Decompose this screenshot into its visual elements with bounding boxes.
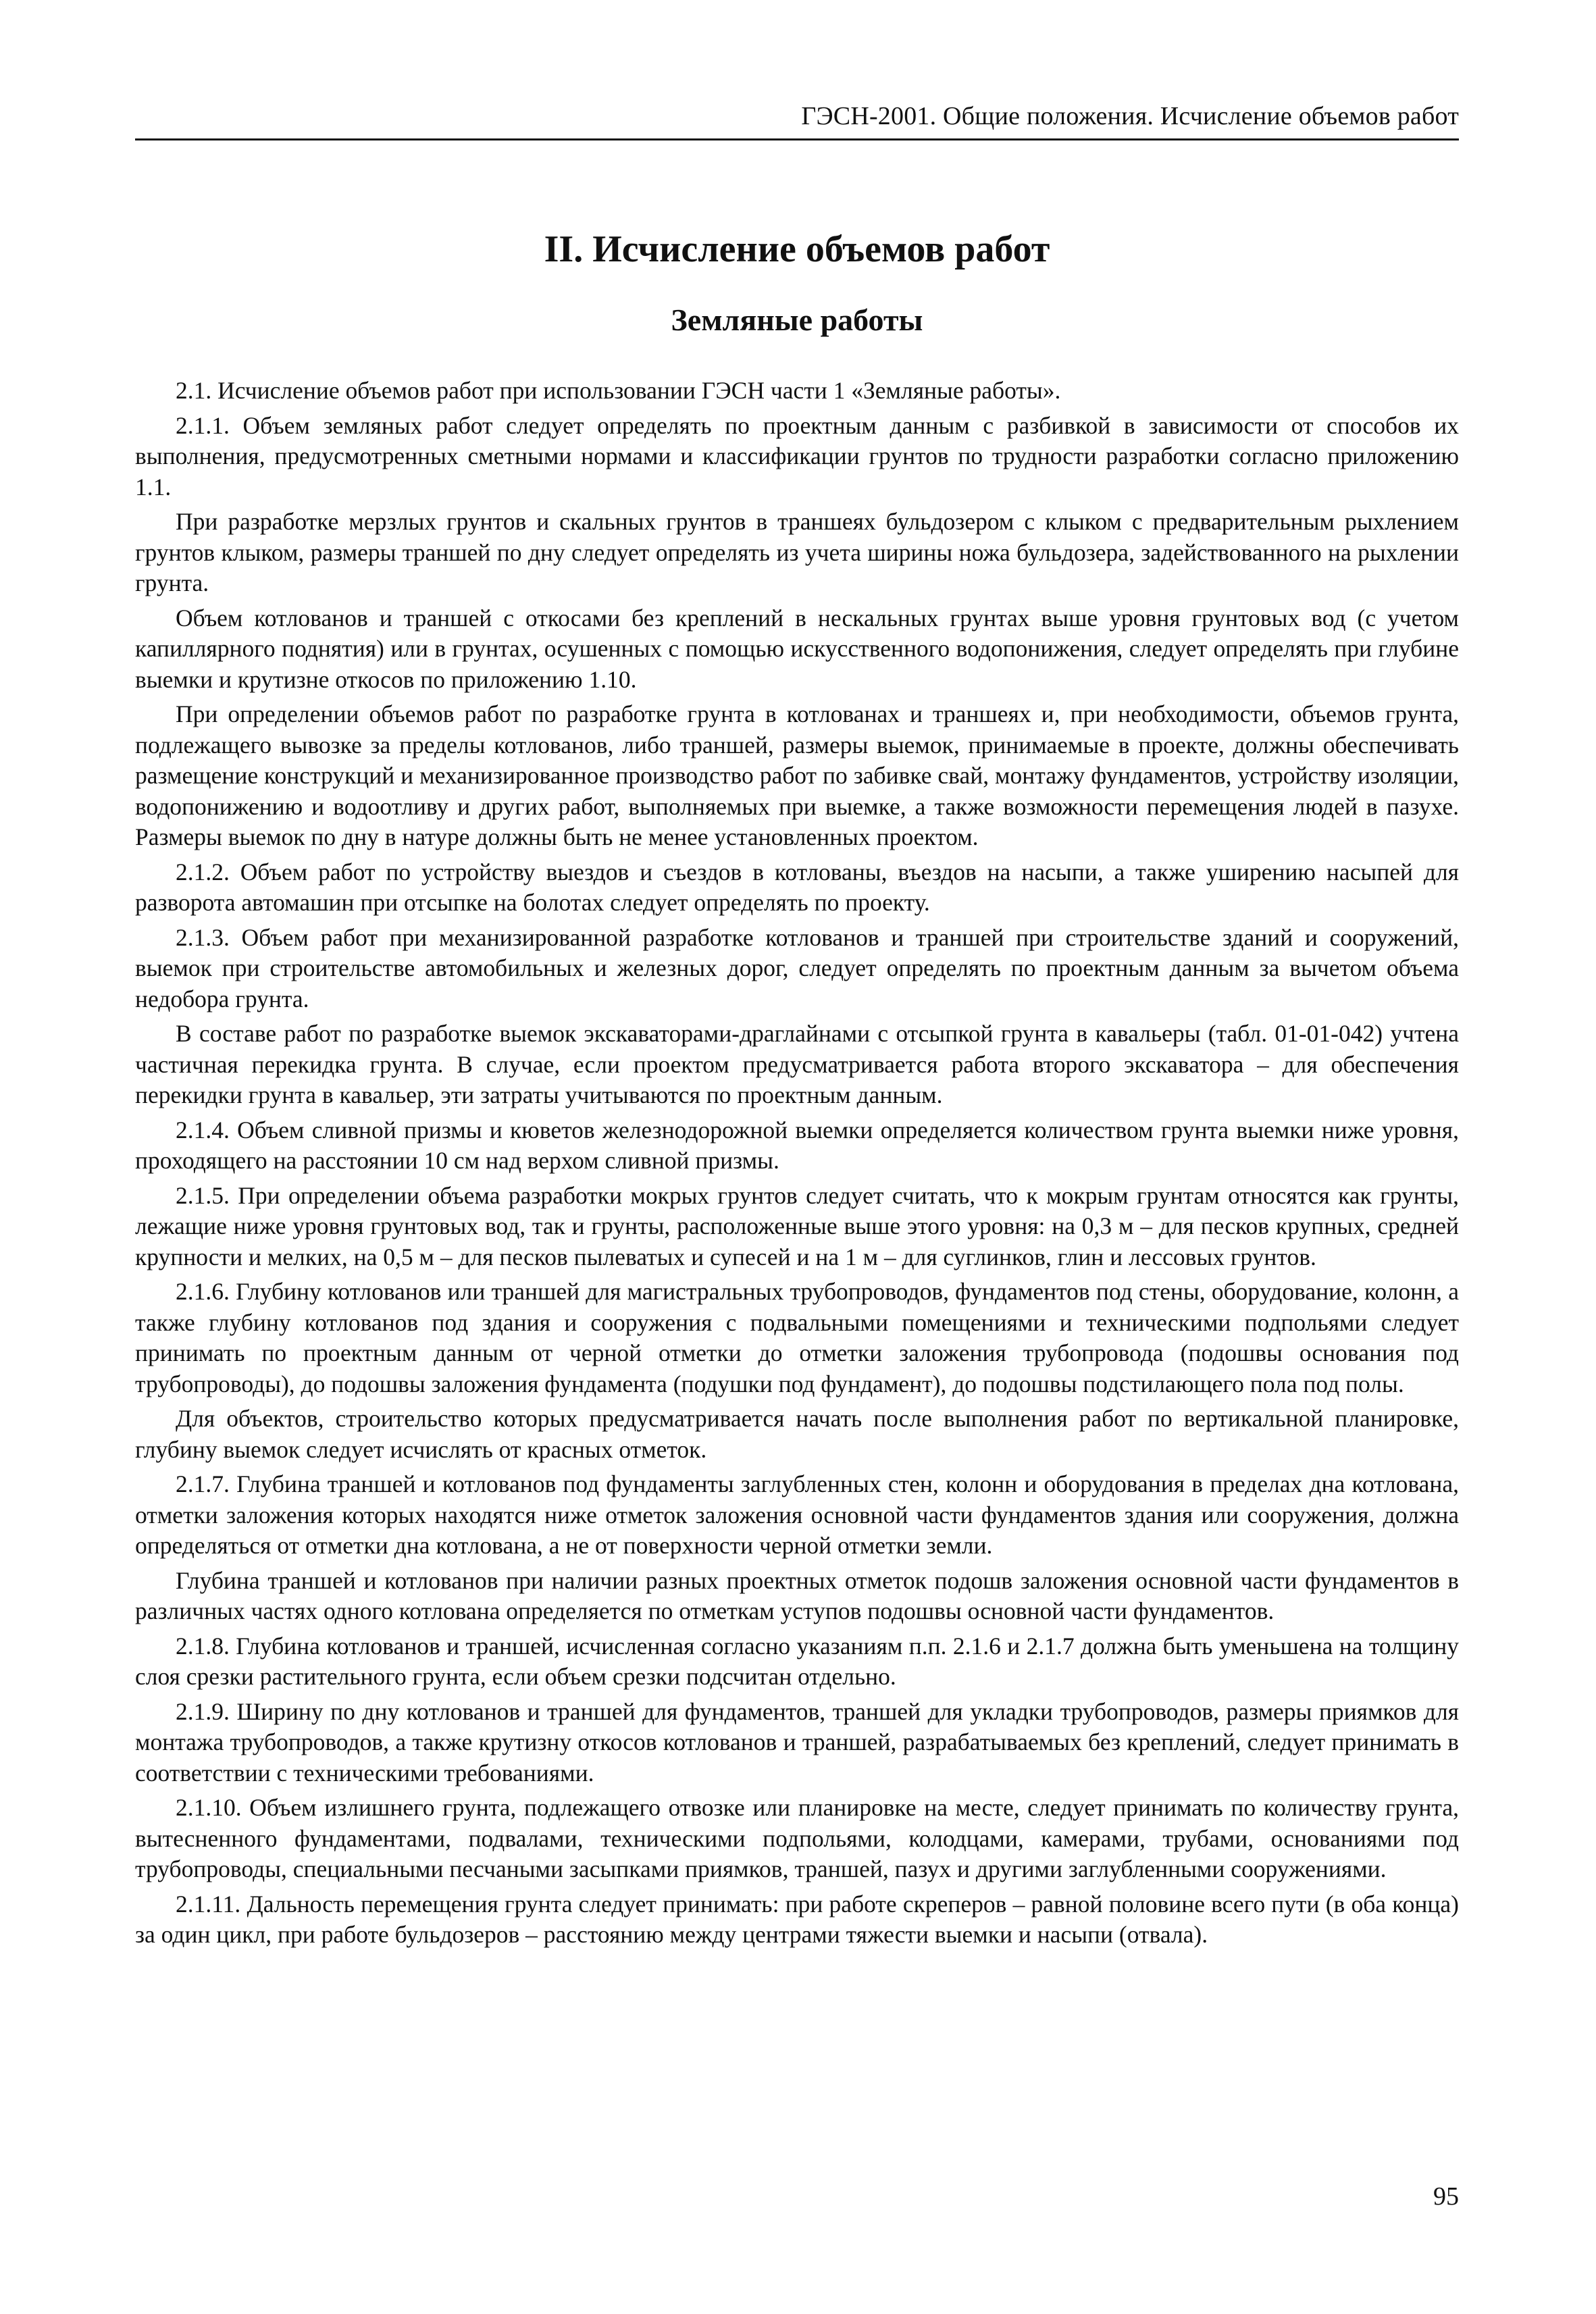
section-subtitle: Земляные работы [671, 303, 923, 337]
header-rule [135, 138, 1459, 140]
paragraph-frozen-soils: При разработке мерзлых грунтов и скальных грунтов в траншеях бульдозером с клыком с предварительным рыхлением грунтов клыком, размеры траншей по дну следует определять из учета ширины ножа бульдозера, задействованного на рыхлении грунта. [135, 508, 1459, 596]
page-number: 95 [1433, 2182, 1459, 2211]
paragraph-2-1-10: 2.1.10. Объем излишнего грунта, подлежащего отвозке или планировке на месте, следует принимать по количеству грунта, вытесненного фундаментами, подвалами, техническими подпольями, колодцами, камерами, трубами, основаниями под трубопроводы, специальными песчаными засыпками приямков, траншей, пазух и другими заглубленными сооружениями. [135, 1794, 1459, 1882]
paragraph-slopes-volume: Объем котлованов и траншей с откосами без креплений в нескальных грунтах выше уровня грунтовых вод (с учетом капиллярного поднятия) или в грунтах, осушенных с помощью искусственного водопонижения, следует определять при глубине выемки и крутизне откосов по приложению 1.10. [135, 604, 1459, 693]
paragraph-2-1-9: 2.1.9. Ширину по дну котлованов и траншей для фундаментов, траншей для укладки трубопроводов, размеры приямков для монтажа трубопроводов, а также крутизну откосов котлованов и траншей, разрабатываемых без креплений, следует принимать в соответствии с техническими требованиями. [135, 1697, 1459, 1786]
paragraph-2-1-3: 2.1.3. Объем работ при механизированной разработке котлованов и траншей при строительстве зданий и сооружений, выемок при строительстве автомобильных и железных дорог, следует определять по проектным данным за вычетом объема недобора грунта. [135, 923, 1459, 1012]
paragraph-2-1-5: 2.1.5. При определении объема разработки мокрых грунтов следует считать, что к мокрым грунтам относятся как грунты, лежащие ниже уровня грунтовых вод, так и грунты, расположенные выше этого уровня: на 0,3 м – для песков крупных, средней крупности и мелких, на 0,5 м – для песков пылеватых и супесей и на 1 м – для суглинков, глин и лессовых грунтов. [135, 1181, 1459, 1270]
paragraph-2-1-8: 2.1.8. Глубина котлованов и траншей, исчисленная согласно указаниям п.п. 2.1.6 и 2.1.7 должна быть уменьшена на толщину слоя срезки растительного грунта, если объем срезки подсчитан отдельно. [135, 1632, 1459, 1690]
paragraph-draglines: В составе работ по разработке выемок экскаваторами-драглайнами с отсыпкой грунта в кавальеры (табл. 01-01-042) учтена частичная перекидка грунта. В случае, если проектом предусматривается работа второго экскаватора – для обеспечения перекидки грунта в кавальер, эти затраты учитываются по проектным данным. [135, 1020, 1459, 1108]
running-header: ГЭСН-2001. Общие положения. Исчисление объемов работ [801, 102, 1459, 130]
paragraph-2-1: 2.1. Исчисление объемов работ при использовании ГЭСН части 1 «Земляные работы». [176, 377, 1061, 404]
paragraph-foundation-steps: Глубина траншей и котлованов при наличии разных проектных отметок подошв заложения основной части фундаментов в различных частях одного котлована определяется по отметкам уступов подошвы основной части фундаментов. [135, 1566, 1459, 1624]
paragraph-2-1-2: 2.1.2. Объем работ по устройству выездов и съездов в котлованы, въездов на насыпи, а также уширению насыпей для разворота автомашин при отсыпке на болотах следует определять по проекту. [135, 858, 1459, 916]
paragraph-vertical-planning: Для объектов, строительство которых предусматривается начать после выполнения работ по вертикальной планировке, глубину выемок следует исчислять от красных отметок. [135, 1405, 1459, 1463]
paragraph-excavation-dimensions: При определении объемов работ по разработке грунта в котлованах и траншеях и, при необходимости, объемов грунта, подлежащего вывозке за пределы котлованов, либо траншей, размеры выемок, принимаемые в проекте, должны обеспечивать размещение конструкций и механизированное производство работ по забивке свай, монтажу фундаментов, устройству изоляции, водопонижению и водоотливу и других работ, выполняемых при выемке, а также возможности перемещения людей в пазухе. Размеры выемок по дну в натуре должны быть не менее установленных проектом. [135, 700, 1459, 850]
paragraph-2-1-7: 2.1.7. Глубина траншей и котлованов под фундаменты заглубленных стен, колонн и оборудования в пределах дна котлована, отметки заложения которых находятся ниже отметок заложения основной части фундаментов здания или сооружения, должна определяться от отметки дна котлована, а не от поверхности черной отметки земли. [135, 1470, 1459, 1559]
paragraph-2-1-6: 2.1.6. Глубину котлованов или траншей для магистральных трубопроводов, фундаментов под стены, оборудование, колонн, а также глубину котлованов под здания и сооружения с подвальными помещениями и техническими подпольями следует принимать по проектным данным от черной отметки до отметки заложения трубопровода (подошвы основания под трубопроводы), до подошвы заложения фундамента (подушки под фундамент), до подошвы подстилающего пола под полы. [135, 1278, 1459, 1397]
paragraph-2-1-11: 2.1.11. Дальность перемещения грунта следует принимать: при работе скреперов – равной половине всего пути (в оба конца) за один цикл, при работе бульдозеров – расстоянию между центрами тяжести выемки и насыпи (отвала). [135, 1890, 1459, 1948]
section-title: II. Исчисление объемов работ [544, 228, 1050, 270]
body-text [135, 376, 1459, 1955]
paragraph-2-1-1: 2.1.1. Объем земляных работ следует определять по проектным данным с разбивкой в зависимости от способов их выполнения, предусмотренных сметными нормами и классификации грунтов по трудности разработки согласно приложению 1.1. [135, 411, 1459, 500]
paragraph-2-1-4: 2.1.4. Объем сливной призмы и кюветов железнодорожной выемки определяется количеством грунта выемки ниже уровня, проходящего на расстоянии 10 см над верхом сливной призмы. [135, 1116, 1459, 1174]
